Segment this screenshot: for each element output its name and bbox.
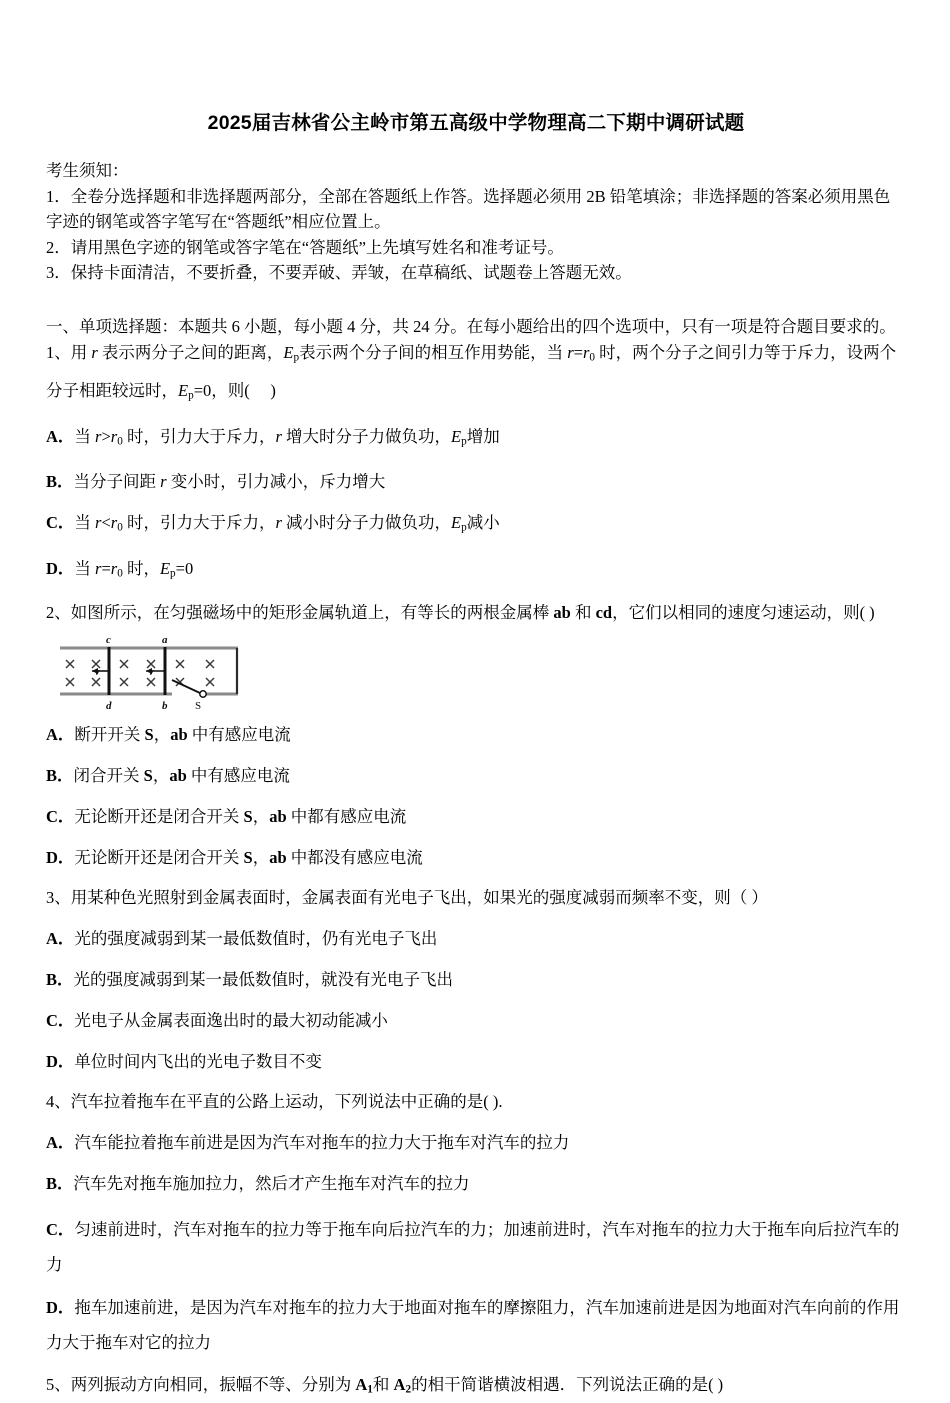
cross bbox=[66, 678, 74, 686]
question-3-number: 3、 bbox=[46, 888, 71, 908]
question-4-option-d-label: D． bbox=[46, 1298, 75, 1318]
cross bbox=[206, 678, 214, 686]
question-4-option-a-label: A． bbox=[46, 1133, 75, 1153]
page-title: 2025届吉林省公主岭市第五高级中学物理高二下期中调研试题 bbox=[207, 112, 745, 134]
question-2-option-a-label: A． bbox=[46, 725, 75, 745]
notice-item-2: 2．请用黑色字迹的钢笔或答字笔在“答题纸”上先填写姓名和准考证号。 bbox=[46, 237, 564, 257]
question-4-stem bbox=[46, 1089, 906, 1115]
question-2-option-b-label: B． bbox=[46, 766, 74, 786]
question-2-option-c-label: C． bbox=[46, 807, 75, 827]
question-3-option-d-text: 单位时间内飞出的光电子数目不变 bbox=[74, 1052, 322, 1072]
question-3-option-d-label: D． bbox=[46, 1052, 75, 1072]
question-5-stem-text: 两列振动方向相同，振幅不等、分别为 $A_1$和 $A_2$的相干简谐横波相遇．下列说法正确的是( ) bbox=[70, 1375, 724, 1396]
question-4-stem-text: 汽车拉着拖车在平直的公路上运动，下列说法中正确的是( ). bbox=[70, 1092, 503, 1112]
question-4-option-b[interactable] bbox=[46, 1171, 906, 1197]
question-4-number: 4、 bbox=[46, 1092, 71, 1112]
question-3-option-c-text: 光电子从金属表面逸出时的最大初动能减小 bbox=[74, 1011, 388, 1031]
question-1-option-b-label: B． bbox=[46, 472, 74, 492]
question-1-option-c[interactable] bbox=[46, 510, 906, 540]
page-content bbox=[46, 0, 906, 1403]
question-2-option-c-text: 无论断开还是闭合开关 S，ab 中都有感应电流 bbox=[74, 807, 407, 827]
candidate-notice-block bbox=[46, 158, 906, 286]
question-2-figure bbox=[52, 632, 906, 713]
question-2-option-c[interactable] bbox=[46, 804, 906, 830]
cross bbox=[92, 678, 100, 686]
question-1-option-a-label: A． bbox=[46, 426, 75, 446]
cross bbox=[147, 678, 155, 686]
question-2-option-b-text: 闭合开关 S，ab 中有感应电流 bbox=[73, 766, 290, 786]
question-3-option-a-label: A． bbox=[46, 929, 75, 949]
question-3-stem bbox=[46, 885, 906, 911]
question-3-option-b[interactable] bbox=[46, 967, 906, 993]
question-1-stem-line1: 用 r 表示两分子之间的距离，$E_p$表示两个分子间的相互作用势能，当 $r=r_0$ 时，两个分子之间引力等于斥力，设两个 bbox=[70, 342, 897, 364]
notice-heading: 考生须知： bbox=[46, 161, 129, 181]
question-3-stem-text: 用某种色光照射到金属表面时，金属表面有光电子飞出，如果光的强度减弱而频率不变，则（ ） bbox=[70, 888, 768, 908]
question-4-option-c-label: C． bbox=[46, 1220, 75, 1240]
question-3-option-b-label: B． bbox=[46, 970, 74, 990]
question-1-option-a[interactable] bbox=[46, 424, 906, 454]
question-3-option-a-text: 光的强度减弱到某一最低数值时，仍有光电子飞出 bbox=[74, 929, 438, 949]
question-4-option-d[interactable] bbox=[46, 1290, 906, 1360]
label-a: a bbox=[162, 634, 168, 647]
question-4-option-b-label: B． bbox=[46, 1174, 74, 1194]
label-c: c bbox=[106, 634, 111, 647]
question-3-option-b-text: 光的强度减弱到某一最低数值时，就没有光电子飞出 bbox=[73, 970, 454, 990]
question-2-stem-text: 如图所示，在匀强磁场中的矩形金属轨道上，有等长的两根金属棒 ab 和 cd，它们以相同的速度匀速运动，则( ) bbox=[70, 603, 875, 623]
question-3-option-c-label: C． bbox=[46, 1011, 75, 1031]
cross bbox=[66, 660, 74, 668]
question-1-option-c-label: C． bbox=[46, 513, 75, 533]
question-2-option-a[interactable] bbox=[46, 722, 906, 748]
question-4-option-d-text: 拖车加速前进，是因为汽车对拖车的拉力大于地面对拖车的摩擦阻力，汽车加速前进是因为地面对汽车向前的作用力大于拖车对它的拉力 bbox=[46, 1298, 900, 1353]
question-3-option-a[interactable] bbox=[46, 926, 906, 952]
cross bbox=[120, 660, 128, 668]
magnetic-field-crosses bbox=[66, 660, 214, 686]
question-1-stem bbox=[46, 340, 906, 370]
label-s: S bbox=[195, 700, 202, 713]
question-5-stem bbox=[46, 1372, 906, 1402]
question-4-option-a-text: 汽车能拉着拖车前进是因为汽车对拖车的拉力大于拖车对汽车的拉力 bbox=[74, 1133, 570, 1153]
label-d: d bbox=[106, 700, 112, 713]
question-3-option-d[interactable] bbox=[46, 1049, 906, 1075]
question-4-option-c[interactable] bbox=[46, 1212, 906, 1282]
question-1-stem-line2: 分子相距较远时，$E_p=0$，则( ) bbox=[46, 381, 276, 402]
label-v-ab: v bbox=[149, 667, 154, 679]
notice-item-1: 1．全卷分选择题和非选择题两部分，全部在答题纸上作答。选择题必须用 2B 铅笔填涂；非选择题的答案必须用黑色字迹的钢笔或答字笔写在“答题纸”相应位置上。 bbox=[46, 186, 891, 232]
question-4-option-b-text: 汽车先对拖车施加拉力，然后才产生拖车对汽车的拉力 bbox=[73, 1174, 470, 1194]
magnetic-rails-diagram bbox=[52, 632, 262, 712]
question-2-option-d-text: 无论断开还是闭合开关 S，ab 中都没有感应电流 bbox=[74, 848, 423, 868]
question-2-number: 2、 bbox=[46, 603, 71, 623]
question-2-option-b[interactable] bbox=[46, 763, 906, 789]
question-1-option-c-text: 当 $r<r_0$ 时，引力大于斥力，r 减小时分子力做负功，$E_p$减小 bbox=[74, 513, 500, 534]
cross bbox=[120, 678, 128, 686]
question-3-option-c[interactable] bbox=[46, 1008, 906, 1034]
question-1-option-b-text: 当分子间距 r 变小时，引力减小，斥力增大 bbox=[73, 472, 386, 492]
cross bbox=[176, 660, 184, 668]
question-2-stem bbox=[46, 600, 906, 626]
question-4-option-c-text: 匀速前进时，汽车对拖车的拉力等于拖车向后拉汽车的力；加速前进时，汽车对拖车的拉力大于拖车向后拉汽车的力 bbox=[46, 1220, 900, 1275]
question-2-option-a-text: 断开开关 S，ab 中有感应电流 bbox=[74, 725, 291, 745]
cross bbox=[206, 660, 214, 668]
question-2-option-d[interactable] bbox=[46, 845, 906, 871]
question-1-number: 1、 bbox=[46, 342, 71, 362]
section-heading: 一、单项选择题：本题共 6 小题，每小题 4 分，共 24 分。在每小题给出的四个选项中，只有一项是符合题目要求的。 bbox=[46, 316, 896, 336]
question-5-number: 5、 bbox=[46, 1375, 71, 1395]
question-2-option-d-label: D． bbox=[46, 848, 75, 868]
question-1-option-b[interactable] bbox=[46, 469, 906, 495]
question-4-option-a[interactable] bbox=[46, 1130, 906, 1156]
question-1-option-d-text: 当 $r=r_0$ 时，$E_p=0$ bbox=[74, 558, 194, 580]
question-1-option-d[interactable] bbox=[46, 556, 906, 586]
notice-item-3: 3．保持卡面清洁，不要折叠，不要弄破、弄皱，在草稿纸、试题卷上答题无效。 bbox=[46, 263, 632, 283]
question-1-option-d-label: D． bbox=[46, 558, 75, 578]
question-1-option-a-text: 当 $r>r_0$ 时，引力大于斥力，r 增大时分子力做负功，$E_p$增加 bbox=[74, 426, 500, 448]
label-b: b bbox=[162, 700, 168, 713]
label-v-cd: v bbox=[95, 667, 100, 679]
switch-s[interactable] bbox=[172, 680, 206, 697]
